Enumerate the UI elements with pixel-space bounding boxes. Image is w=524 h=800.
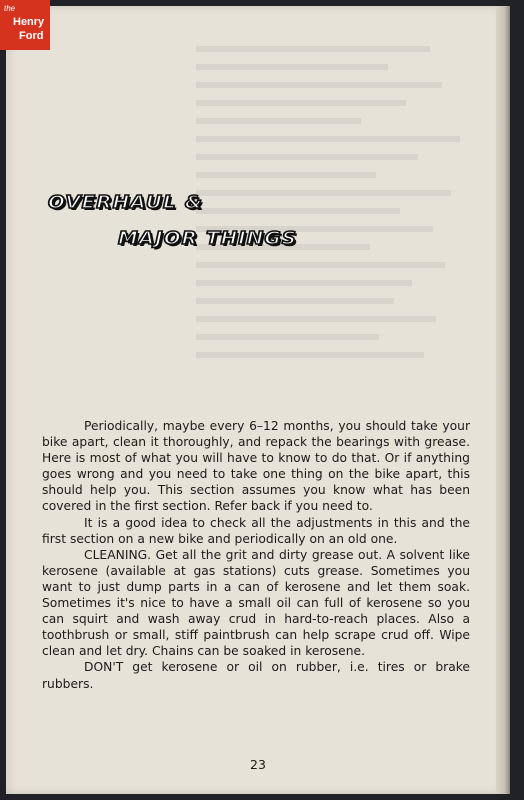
paragraph-3: CLEANING. Get all the grit and dirty grease out. A solvent like kerosene (available at gas stations) cuts grease. Sometimes you want to just dump parts in a can of kerosene and let them soak. Sometimes it's nice to have a small oil can full of kerosene so you can squirt and wash away crud in hard-to-reach places. Also a toothbrush or small, stiff paintbrush can help scrape crud off. Wipe clean and let dry. Chains can be soaked in kerosene.	[42, 547, 470, 659]
page-number: 23	[250, 757, 266, 772]
page-edge-shadow	[496, 6, 510, 794]
paragraph-1: Periodically, maybe every 6–12 months, you should take your bike apart, clean it thoroughly, and repack the bearings with grease. Here is most of what you will have to know to do that. Or if anything goes wrong and you need to take one thing on the bike apart, this should help you. This section assumes you know what has been covered in the first section. Refer back if you need to.	[42, 419, 470, 514]
body-text	[42, 418, 470, 692]
book-page	[6, 6, 510, 794]
logo-text-the: the	[4, 4, 16, 13]
henry-ford-logo	[0, 0, 50, 50]
logo-text-henry: Henry	[13, 16, 45, 28]
section-heading-line-2: MAJOR THINGS	[118, 228, 298, 249]
paragraph-4: DON'T get kerosene or oil on rubber, i.e. tires or brake rubbers.	[42, 660, 470, 691]
paragraph-2: It is a good idea to check all the adjustments in this and the first section on a new bike and periodically on an old one.	[42, 515, 470, 546]
show-through-text	[196, 46, 496, 406]
logo-text-ford: Ford	[19, 30, 44, 42]
section-heading-line-1: OVERHAUL &	[48, 192, 204, 213]
